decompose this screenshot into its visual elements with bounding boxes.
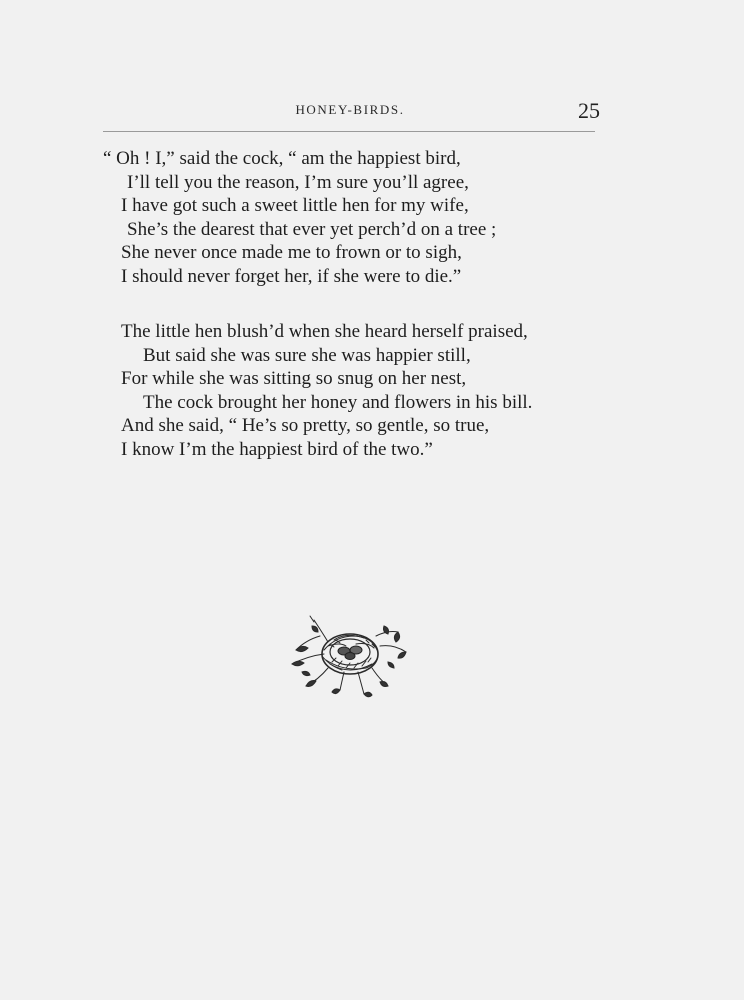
verse-line: She never once made me to frown or to sigh, [121,242,462,264]
verse-line: She’s the dearest that ever yet perch’d on a tree ; [127,218,497,240]
verse-line: But said she was sure she was happier still, [143,344,471,366]
bird-nest-icon [284,606,412,706]
verse-line: I know I’m the happiest bird of the two.” [121,438,433,460]
verse-line: I have got such a sweet little hen for my wife, [121,195,469,217]
verse-line: “ Oh ! I,” said the cock, “ am the happiest bird, [103,148,461,169]
verse-line: And she said, “ He’s so pretty, so gentle, so true, [121,415,490,437]
verse-line: The cock brought her honey and flowers in his bill. [143,391,533,413]
verse-line: I should never forget her, if she were to die.” [121,265,462,287]
page-number: 25 [578,98,600,123]
stanza-1 [103,147,603,289]
verse-line: I’ll tell you the reason, I’m sure you’ll agree, [127,171,469,193]
verse-line: The little hen blush’d when she heard herself praised, [121,321,528,342]
running-title: HONEY-BIRDS. [295,102,405,117]
verse-line: For while she was sitting so snug on her nest, [121,368,467,390]
stanza-2 [103,320,603,462]
running-head [0,98,744,128]
header-rule [103,131,595,132]
